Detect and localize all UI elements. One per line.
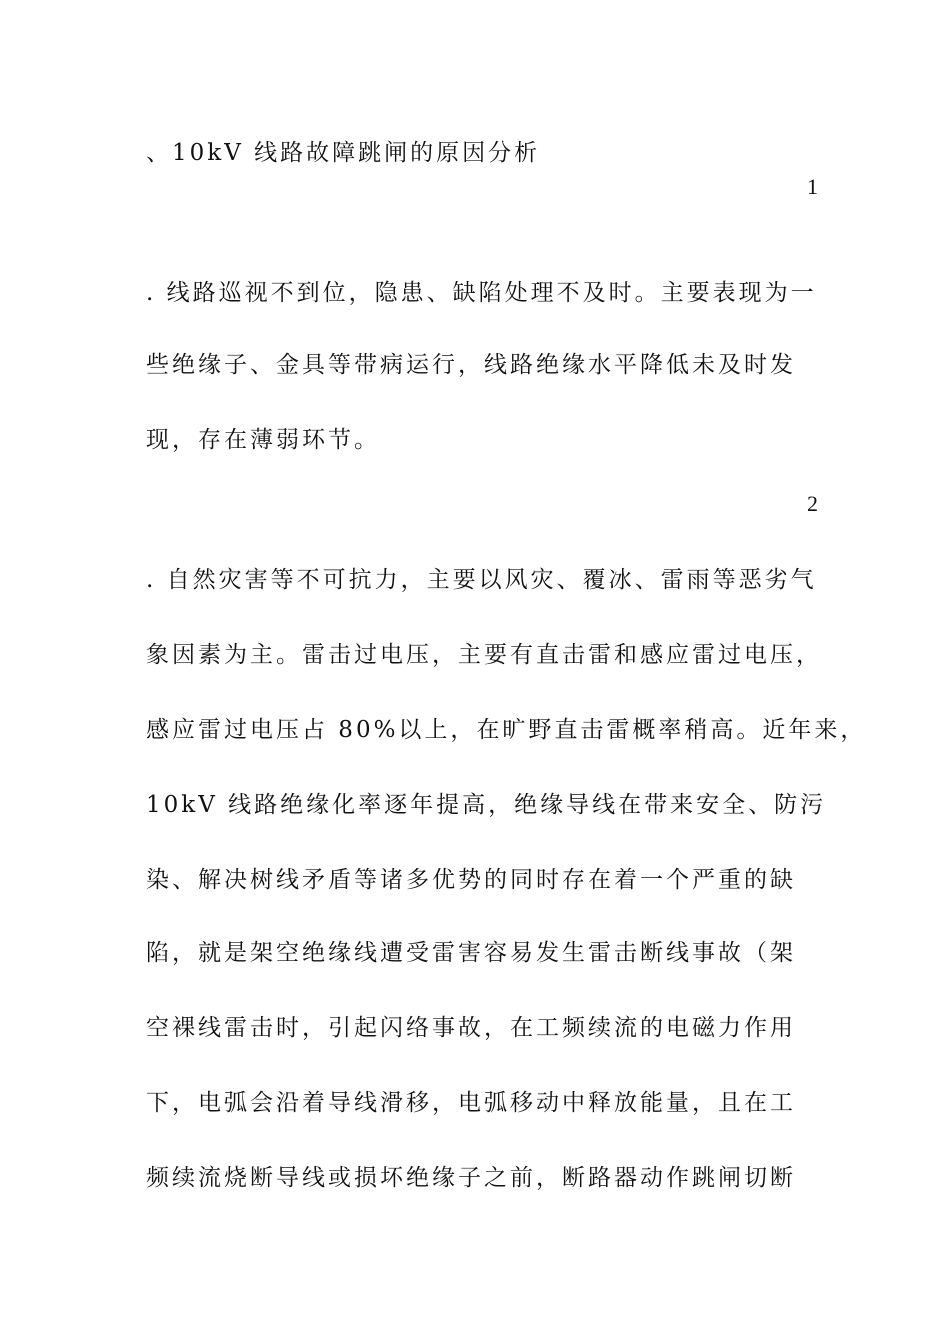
item-2-line-1: . 自然灾害等不可抗力，主要以风灾、覆冰、雷雨等恶劣气 <box>146 567 817 593</box>
item-1-line-3: 现，存在薄弱环节。 <box>146 427 380 453</box>
item-2-line-3: 感应雷过电压占 80%以上，在旷野直击雷概率稍高。近年来， <box>146 717 867 743</box>
item-2-line-7: 空裸线雷击时，引起闪络事故，在工频续流的电磁力作用 <box>146 1015 796 1041</box>
item-1-line-2: 些绝缘子、金具等带病运行，线路绝缘水平降低未及时发 <box>146 352 796 378</box>
item-2-line-6: 陷，就是架空绝缘线遭受雷害容易发生雷击断线事故（架 <box>146 940 796 966</box>
item-2-line-4: 10kV 线路绝缘化率逐年提高，绝缘导线在带来安全、防污 <box>146 792 827 818</box>
item-2-line-8: 下，电弧会沿着导线滑移，电弧移动中释放能量，且在工 <box>146 1090 796 1116</box>
item-1-number: 1 <box>807 174 818 199</box>
item-2-line-2: 象因素为主。雷击过电压，主要有直击雷和感应雷过电压， <box>146 642 822 668</box>
item-2-number: 2 <box>807 491 818 516</box>
section-heading: 、10kV 线路故障跳闸的原因分析 <box>146 140 541 166</box>
item-1-line-1: . 线路巡视不到位，隐患、缺陷处理不及时。主要表现为一 <box>146 280 817 306</box>
item-2-line-5: 染、解决树线矛盾等诸多优势的同时存在着一个严重的缺 <box>146 867 796 893</box>
item-2-line-9: 频续流烧断导线或损坏绝缘子之前，断路器动作跳闸切断 <box>146 1165 796 1191</box>
